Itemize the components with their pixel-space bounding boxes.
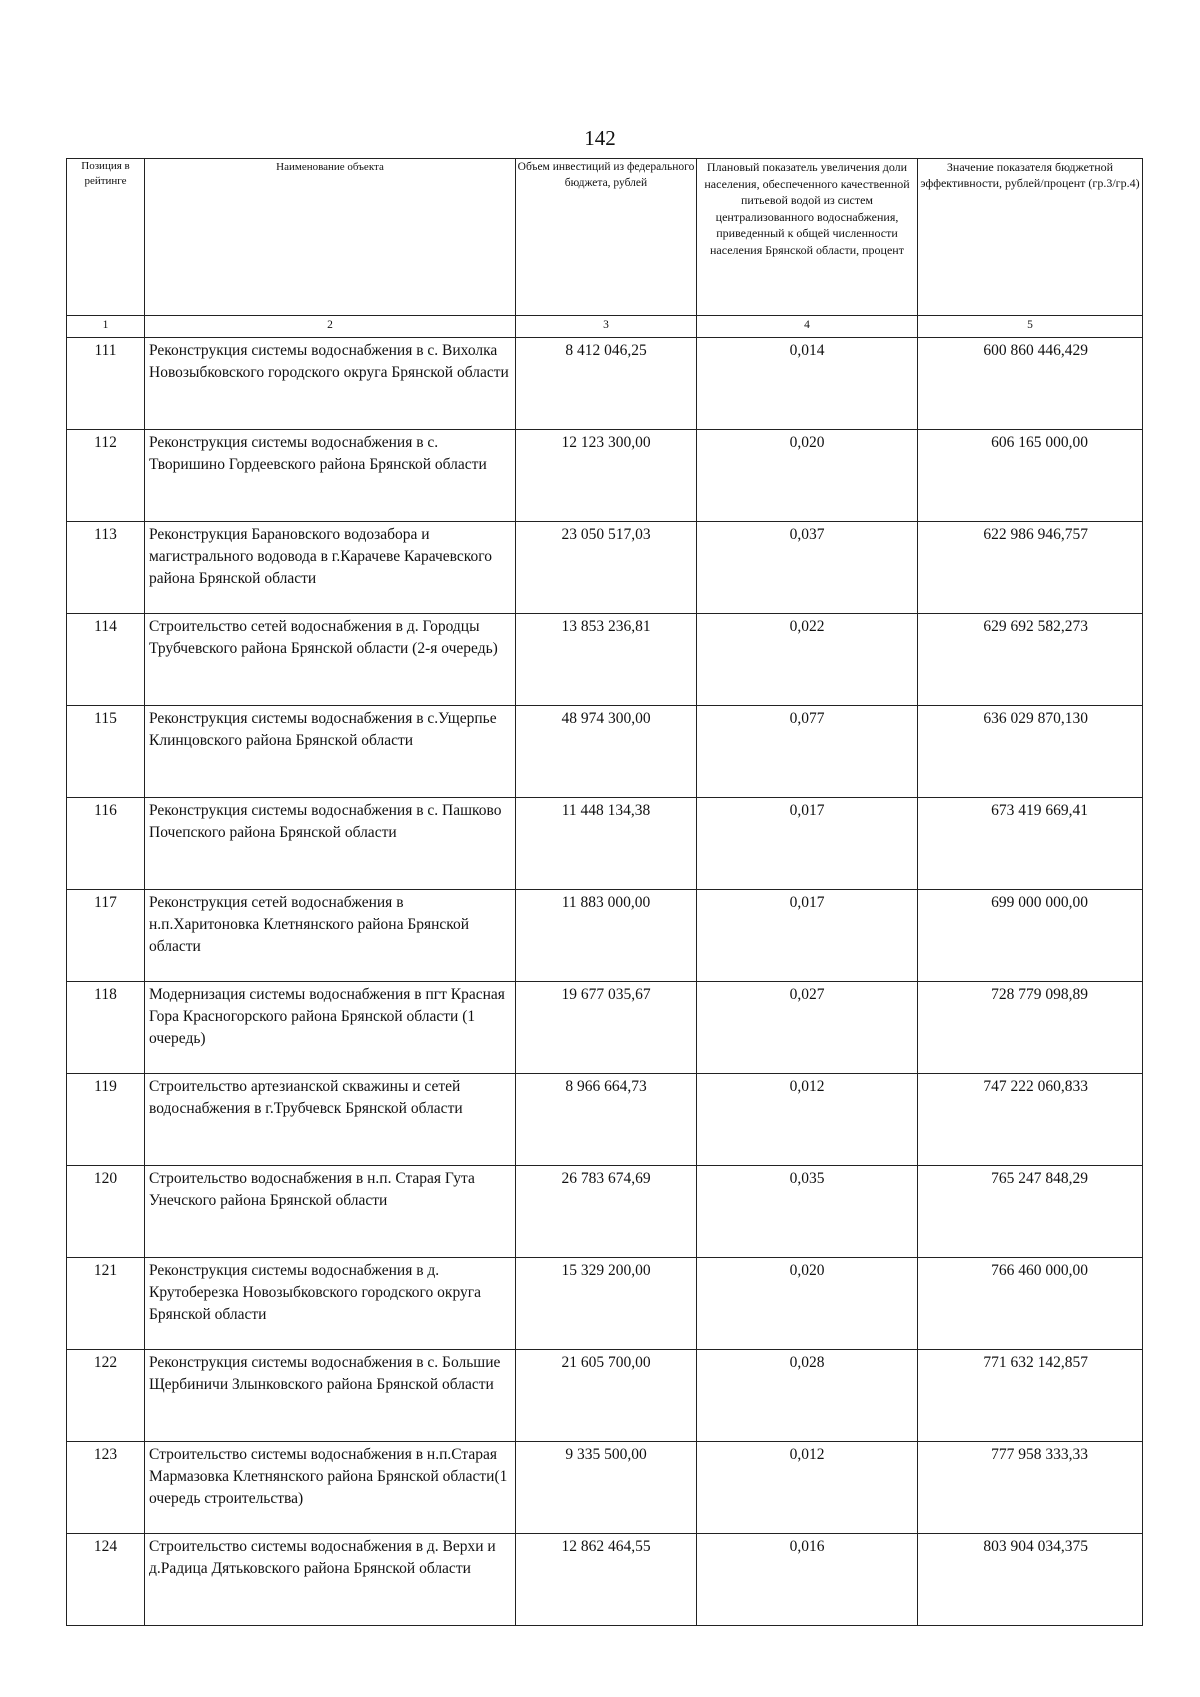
efficiency-cell: 728 779 098,89 xyxy=(918,982,1143,1074)
table-row xyxy=(67,1350,1143,1442)
position-cell: 123 xyxy=(67,1442,145,1534)
investment-cell: 13 853 236,81 xyxy=(516,614,697,706)
position-cell: 117 xyxy=(67,890,145,982)
position-cell: 122 xyxy=(67,1350,145,1442)
share-cell: 0,020 xyxy=(697,430,918,522)
object-name-cell: Строительство водоснабжения в н.п. Старая Гута Унечского района Брянской области xyxy=(145,1166,516,1258)
object-name-cell: Реконструкция системы водоснабжения в с. Творишино Гордеевского района Брянской области xyxy=(145,430,516,522)
efficiency-cell: 765 247 848,29 xyxy=(918,1166,1143,1258)
investment-cell: 23 050 517,03 xyxy=(516,522,697,614)
header-investment: Объем инвестиций из федерального бюджета, рублей xyxy=(516,159,697,316)
position-cell: 114 xyxy=(67,614,145,706)
share-cell: 0,012 xyxy=(697,1074,918,1166)
investment-cell: 48 974 300,00 xyxy=(516,706,697,798)
investment-cell: 11 883 000,00 xyxy=(516,890,697,982)
column-number: 4 xyxy=(697,316,918,338)
object-name-cell: Реконструкция системы водоснабжения в с.Ущерпье Клинцовского района Брянской области xyxy=(145,706,516,798)
table-row xyxy=(67,338,1143,430)
table-row xyxy=(67,706,1143,798)
efficiency-cell: 777 958 333,33 xyxy=(918,1442,1143,1534)
object-name-cell: Строительство системы водоснабжения в д. Верхи и д.Радица Дятьковского района Брянской области xyxy=(145,1534,516,1626)
object-name-cell: Реконструкция системы водоснабжения в д. Крутоберезка Новозыбковского городского округа Брянской области xyxy=(145,1258,516,1350)
header-position: Позиция в рейтинге xyxy=(67,159,145,316)
header-planned-indicator: Плановый показатель увеличения доли населения, обеспеченного качественной питьевой водой из систем централизованного водоснабжения, приведенный к общей численности населения Брянской области, процент xyxy=(697,159,918,316)
object-name-cell: Строительство артезианской скважины и сетей водоснабжения в г.Трубчевск Брянской области xyxy=(145,1074,516,1166)
table-header-row xyxy=(67,159,1143,316)
investment-cell: 15 329 200,00 xyxy=(516,1258,697,1350)
efficiency-cell: 771 632 142,857 xyxy=(918,1350,1143,1442)
table-row xyxy=(67,1074,1143,1166)
object-name-cell: Реконструкция сетей водоснабжения в н.п.Харитоновка Клетнянского района Брянской области xyxy=(145,890,516,982)
object-name-cell: Строительство сетей водоснабжения в д. Городцы Трубчевского района Брянской области (2-я очередь) xyxy=(145,614,516,706)
object-name-cell: Строительство системы водоснабжения в н.п.Старая Мармазовка Клетнянского района Брянской области(1 очередь строительства) xyxy=(145,1442,516,1534)
share-cell: 0,016 xyxy=(697,1534,918,1626)
table-row xyxy=(67,982,1143,1074)
efficiency-cell: 606 165 000,00 xyxy=(918,430,1143,522)
rating-table xyxy=(66,158,1143,1626)
investment-cell: 21 605 700,00 xyxy=(516,1350,697,1442)
header-object-name: Наименование объекта xyxy=(145,159,516,316)
column-number: 5 xyxy=(918,316,1143,338)
object-name-cell: Реконструкция системы водоснабжения в с. Пашково Почепского района Брянской области xyxy=(145,798,516,890)
table-row xyxy=(67,1258,1143,1350)
share-cell: 0,028 xyxy=(697,1350,918,1442)
efficiency-cell: 747 222 060,833 xyxy=(918,1074,1143,1166)
share-cell: 0,022 xyxy=(697,614,918,706)
share-cell: 0,014 xyxy=(697,338,918,430)
efficiency-cell: 622 986 946,757 xyxy=(918,522,1143,614)
page-number: 142 xyxy=(584,126,616,150)
efficiency-cell: 803 904 034,375 xyxy=(918,1534,1143,1626)
position-cell: 118 xyxy=(67,982,145,1074)
investment-cell: 26 783 674,69 xyxy=(516,1166,697,1258)
share-cell: 0,037 xyxy=(697,522,918,614)
position-cell: 124 xyxy=(67,1534,145,1626)
table-body xyxy=(67,338,1143,1626)
table-row xyxy=(67,1166,1143,1258)
share-cell: 0,035 xyxy=(697,1166,918,1258)
efficiency-cell: 766 460 000,00 xyxy=(918,1258,1143,1350)
table-row xyxy=(67,522,1143,614)
efficiency-cell: 673 419 669,41 xyxy=(918,798,1143,890)
efficiency-cell: 629 692 582,273 xyxy=(918,614,1143,706)
investment-cell: 11 448 134,38 xyxy=(516,798,697,890)
position-cell: 111 xyxy=(67,338,145,430)
efficiency-cell: 699 000 000,00 xyxy=(918,890,1143,982)
column-number: 2 xyxy=(145,316,516,338)
position-cell: 112 xyxy=(67,430,145,522)
object-name-cell: Модернизация системы водоснабжения в пгт Красная Гора Красногорского района Брянской области (1 очередь) xyxy=(145,982,516,1074)
column-number: 1 xyxy=(67,316,145,338)
share-cell: 0,027 xyxy=(697,982,918,1074)
share-cell: 0,017 xyxy=(697,890,918,982)
investment-cell: 8 966 664,73 xyxy=(516,1074,697,1166)
column-number-row xyxy=(67,316,1143,338)
object-name-cell: Реконструкция Барановского водозабора и магистрального водовода в г.Карачеве Карачевского района Брянской области xyxy=(145,522,516,614)
table-row xyxy=(67,1534,1143,1626)
table-row xyxy=(67,1442,1143,1534)
table-row xyxy=(67,890,1143,982)
table-row xyxy=(67,430,1143,522)
column-number: 3 xyxy=(516,316,697,338)
object-name-cell: Реконструкция системы водоснабжения в с. Вихолка Новозыбковского городского округа Брянской области xyxy=(145,338,516,430)
investment-cell: 8 412 046,25 xyxy=(516,338,697,430)
investment-cell: 12 123 300,00 xyxy=(516,430,697,522)
investment-cell: 19 677 035,67 xyxy=(516,982,697,1074)
position-cell: 119 xyxy=(67,1074,145,1166)
object-name-cell: Реконструкция системы водоснабжения в с. Большие Щербиничи Злынковского района Брянской области xyxy=(145,1350,516,1442)
share-cell: 0,012 xyxy=(697,1442,918,1534)
investment-cell: 9 335 500,00 xyxy=(516,1442,697,1534)
investment-cell: 12 862 464,55 xyxy=(516,1534,697,1626)
position-cell: 121 xyxy=(67,1258,145,1350)
position-cell: 116 xyxy=(67,798,145,890)
share-cell: 0,017 xyxy=(697,798,918,890)
share-cell: 0,020 xyxy=(697,1258,918,1350)
efficiency-cell: 636 029 870,130 xyxy=(918,706,1143,798)
share-cell: 0,077 xyxy=(697,706,918,798)
table-row xyxy=(67,798,1143,890)
header-budget-efficiency: Значение показателя бюджетной эффективности, рублей/процент (гр.3/гр.4) xyxy=(918,159,1143,316)
position-cell: 115 xyxy=(67,706,145,798)
position-cell: 120 xyxy=(67,1166,145,1258)
table-row xyxy=(67,614,1143,706)
position-cell: 113 xyxy=(67,522,145,614)
efficiency-cell: 600 860 446,429 xyxy=(918,338,1143,430)
